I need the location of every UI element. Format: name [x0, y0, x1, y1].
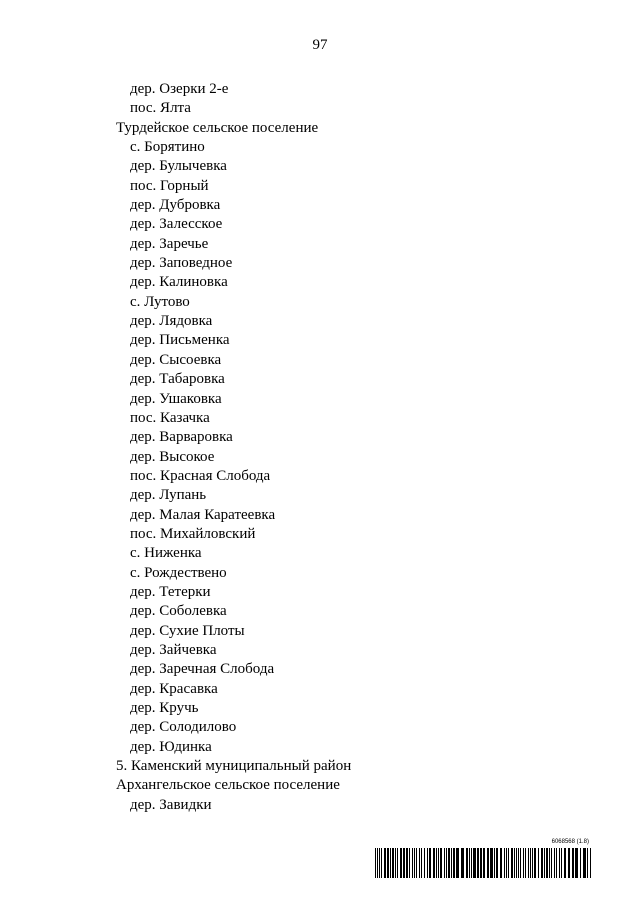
barcode-code-text: 6068568 (1.8)	[551, 839, 589, 845]
settlement-list	[0, 80, 640, 815]
list-item: дер. Табаровка	[130, 371, 225, 388]
list-item: с. Борятино	[130, 139, 205, 156]
list-item: дер. Заречная Слобода	[130, 661, 275, 678]
list-item: дер. Красавка	[130, 680, 218, 697]
list-item: дер. Письменка	[130, 332, 230, 349]
barcode	[375, 838, 591, 880]
list-item: пос. Михайловский	[130, 525, 256, 542]
list-item: дер. Высокое	[130, 448, 215, 465]
list-item: с. Рождествено	[130, 564, 227, 581]
list-item: дер. Заречье	[130, 235, 209, 252]
list-item: дер. Лупань	[130, 487, 207, 504]
list-item: дер. Озерки 2-е	[130, 81, 229, 97]
list-item: дер. Заповедное	[130, 255, 233, 272]
list-item: дер. Малая Каратеевка	[130, 506, 276, 523]
list-item: дер. Кручь	[130, 700, 199, 716]
section-heading: Архангельское сельское поселение	[116, 777, 340, 794]
list-item: дер. Калиновка	[130, 274, 228, 291]
list-item: дер. Тетерки	[130, 583, 211, 600]
page-number: 97	[312, 37, 328, 53]
list-item: с. Ниженка	[130, 545, 202, 562]
list-item: дер. Солодилово	[130, 719, 237, 736]
list-item: дер. Сысоевка	[130, 351, 222, 368]
section-heading: Турдейское сельское поселение	[116, 119, 319, 136]
list-item: пос. Красная Слобода	[130, 467, 271, 484]
list-item: пос. Горный	[130, 177, 209, 194]
list-item: дер. Залесское	[130, 216, 223, 233]
list-item: пос. Ялта	[130, 100, 191, 117]
list-item: пос. Казачка	[130, 409, 210, 426]
barcode-bars	[375, 848, 591, 878]
list-item: дер. Дубровка	[130, 197, 221, 214]
list-item: дер. Юдинка	[130, 738, 212, 755]
list-item: дер. Варваровка	[130, 429, 233, 446]
list-item: дер. Завидки	[130, 796, 212, 813]
list-item: дер. Сухие Плоты	[130, 622, 245, 639]
list-item: дер. Ушаковка	[130, 390, 222, 407]
list-item: дер. Булычевка	[130, 158, 227, 175]
list-item: дер. Зайчевка	[130, 641, 217, 658]
list-item: дер. Соболевка	[130, 603, 227, 620]
section-heading: 5. Каменский муниципальный район	[116, 758, 352, 775]
list-item: с. Лутово	[130, 293, 190, 310]
list-item: дер. Лядовка	[130, 313, 213, 330]
